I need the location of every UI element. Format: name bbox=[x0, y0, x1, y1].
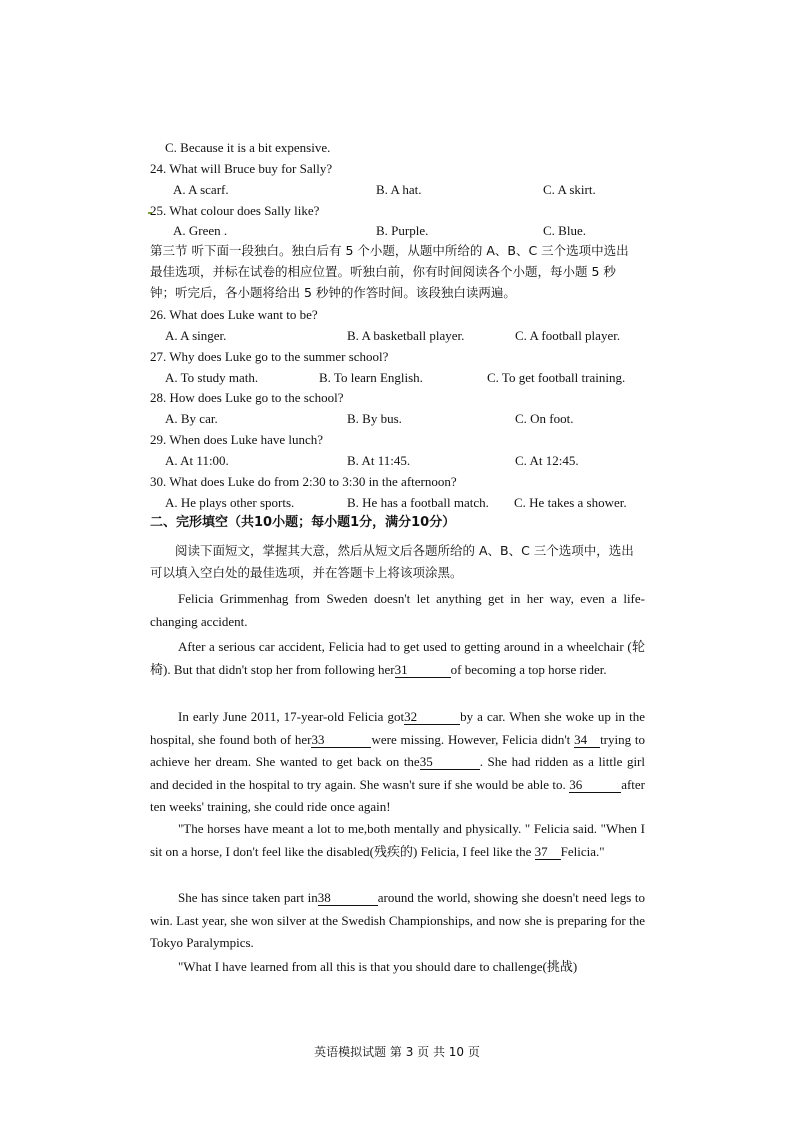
paragraph-3-text-c: were missing. However, Felicia didn't bbox=[371, 731, 571, 747]
section3-instructions: 第三节 听下面一段独白。独白后有 5 个小题，从题中所给的 A、B、C 三个选项中选出最佳选项，并标在试卷的相应位置。听独白前，你有时间阅读各个小题，每小题 5 秒钟；听完后，各小题将给出 5 秒钟的作答时间。该段独白读两遍。 bbox=[150, 243, 629, 300]
q28-option-c: C. On foot. bbox=[515, 411, 574, 426]
q23-option-c: C. Because it is a bit expensive. bbox=[165, 140, 331, 155]
q27-option-a: A. To study math. bbox=[165, 370, 259, 385]
q26-option-c: C. A football player. bbox=[515, 328, 621, 343]
paragraph-2-text-end: of becoming a top horse rider. bbox=[450, 661, 607, 677]
paragraph-3-text-f: after ten weeks' training, she could ride once again! bbox=[150, 776, 645, 814]
q30-option-a: A. He plays other sports. bbox=[165, 495, 295, 510]
paragraph-6-text: "What I have learned from all this is that you should dare to challenge(挑战) bbox=[178, 959, 578, 974]
passage-paragraph-6 bbox=[150, 956, 645, 979]
q27-option-c: C. To get football training. bbox=[487, 370, 626, 385]
q29-question: 29. When does Luke have lunch? bbox=[150, 432, 324, 447]
passage-paragraph-3 bbox=[150, 706, 645, 819]
q24-question: 24. What will Bruce buy for Sally? bbox=[150, 161, 333, 176]
q24-option-c: C. A skirt. bbox=[543, 182, 596, 197]
passage-paragraph-4 bbox=[150, 818, 645, 863]
q29-option-a: A. At 11:00. bbox=[165, 453, 229, 468]
paragraph-3-text: In early June 2011, 17-year-old Felicia got bbox=[178, 709, 405, 724]
q26-question: 26. What does Luke want to be? bbox=[150, 307, 318, 322]
blank-31: 31 bbox=[395, 662, 451, 678]
paragraph-1-text: Felicia Grimmenhag from Sweden doesn't let anything get in her way, even a life-changing accident. bbox=[150, 591, 645, 629]
q24-option-a: A. A scarf. bbox=[173, 182, 229, 197]
blank-33: 33 bbox=[311, 732, 371, 748]
q25-option-c: C. Blue. bbox=[543, 223, 586, 238]
q28-option-b: B. By bus. bbox=[347, 411, 402, 426]
paragraph-3-text-d: trying to achieve her dream. She wanted to get back on the bbox=[150, 731, 645, 769]
paragraph-3-text-b: by a car. When she woke up in the hospital, she found both of her bbox=[150, 709, 645, 747]
q24-option-b: B. A hat. bbox=[376, 182, 422, 197]
q30-option-c: C. He takes a shower. bbox=[514, 495, 627, 510]
q30-option-b: B. He has a football match. bbox=[347, 495, 489, 510]
blank-38: 38 bbox=[318, 890, 378, 906]
paragraph-4-text: "The horses have meant a lot to me,both mentally and physically. " Felicia said. "When I sit on a horse, I don't feel like the disabled(残疾的) Felicia, I feel like the bbox=[150, 821, 645, 859]
paragraph-5-text-end: around the world, showing she doesn't need legs to win. Last year, she won silver at the Swedish Championships, and now she is preparing for the Tokyo Paralympics. bbox=[150, 890, 646, 950]
q29-option-c: C. At 12:45. bbox=[515, 453, 579, 468]
q29-option-b: B. At 11:45. bbox=[347, 453, 411, 468]
paragraph-3-text-e: . She had ridden as a little girl and decided in the hospital to try again. She wasn't sure if she would be able to. bbox=[150, 754, 645, 792]
blank-36: 36 bbox=[569, 777, 621, 793]
part2-instructions: 阅读下面短文，掌握其大意，然后从短文后各题所给的 A、B、C 三个选项中，选出可以填入空白处的最佳选项，并在答题卡上将该项涂黑。 bbox=[150, 543, 634, 580]
passage-paragraph-5 bbox=[150, 887, 645, 955]
q28-question: 28. How does Luke go to the school? bbox=[150, 390, 344, 405]
q25-option-a: A. Green . bbox=[173, 223, 228, 238]
q25-question: 25. What colour does Sally like? bbox=[150, 203, 320, 218]
paragraph-5-text: She has since taken part in bbox=[178, 890, 318, 905]
blank-34: 34 bbox=[574, 732, 600, 748]
q25-option-b: B. Purple. bbox=[376, 223, 429, 238]
blank-32: 32 bbox=[404, 709, 460, 725]
q30-question: 30. What does Luke do from 2:30 to 3:30 in the afternoon? bbox=[150, 474, 457, 489]
passage-paragraph-1 bbox=[150, 588, 645, 633]
q27-option-b: B. To learn English. bbox=[319, 370, 423, 385]
paragraph-4-text-end: Felicia." bbox=[560, 843, 605, 859]
blank-35: 35 bbox=[420, 754, 480, 770]
blank-37: 37 bbox=[535, 844, 561, 860]
page-footer: 英语模拟试题 第 3 页 共 10 页 bbox=[314, 1045, 480, 1059]
paragraph-2-text: After a serious car accident, Felicia had to get used to getting around in a wheelchair (轮椅). But that didn't stop her from following her bbox=[150, 639, 645, 677]
q26-option-b: B. A basketball player. bbox=[347, 328, 465, 343]
q27-question: 27. Why does Luke go to the summer school? bbox=[150, 349, 389, 364]
part2-title: 二、完形填空（共10小题；每小题1分，满分10分） bbox=[150, 515, 456, 530]
passage-paragraph-2 bbox=[150, 636, 645, 681]
q28-option-a: A. By car. bbox=[165, 411, 218, 426]
q26-option-a: A. A singer. bbox=[165, 328, 227, 343]
